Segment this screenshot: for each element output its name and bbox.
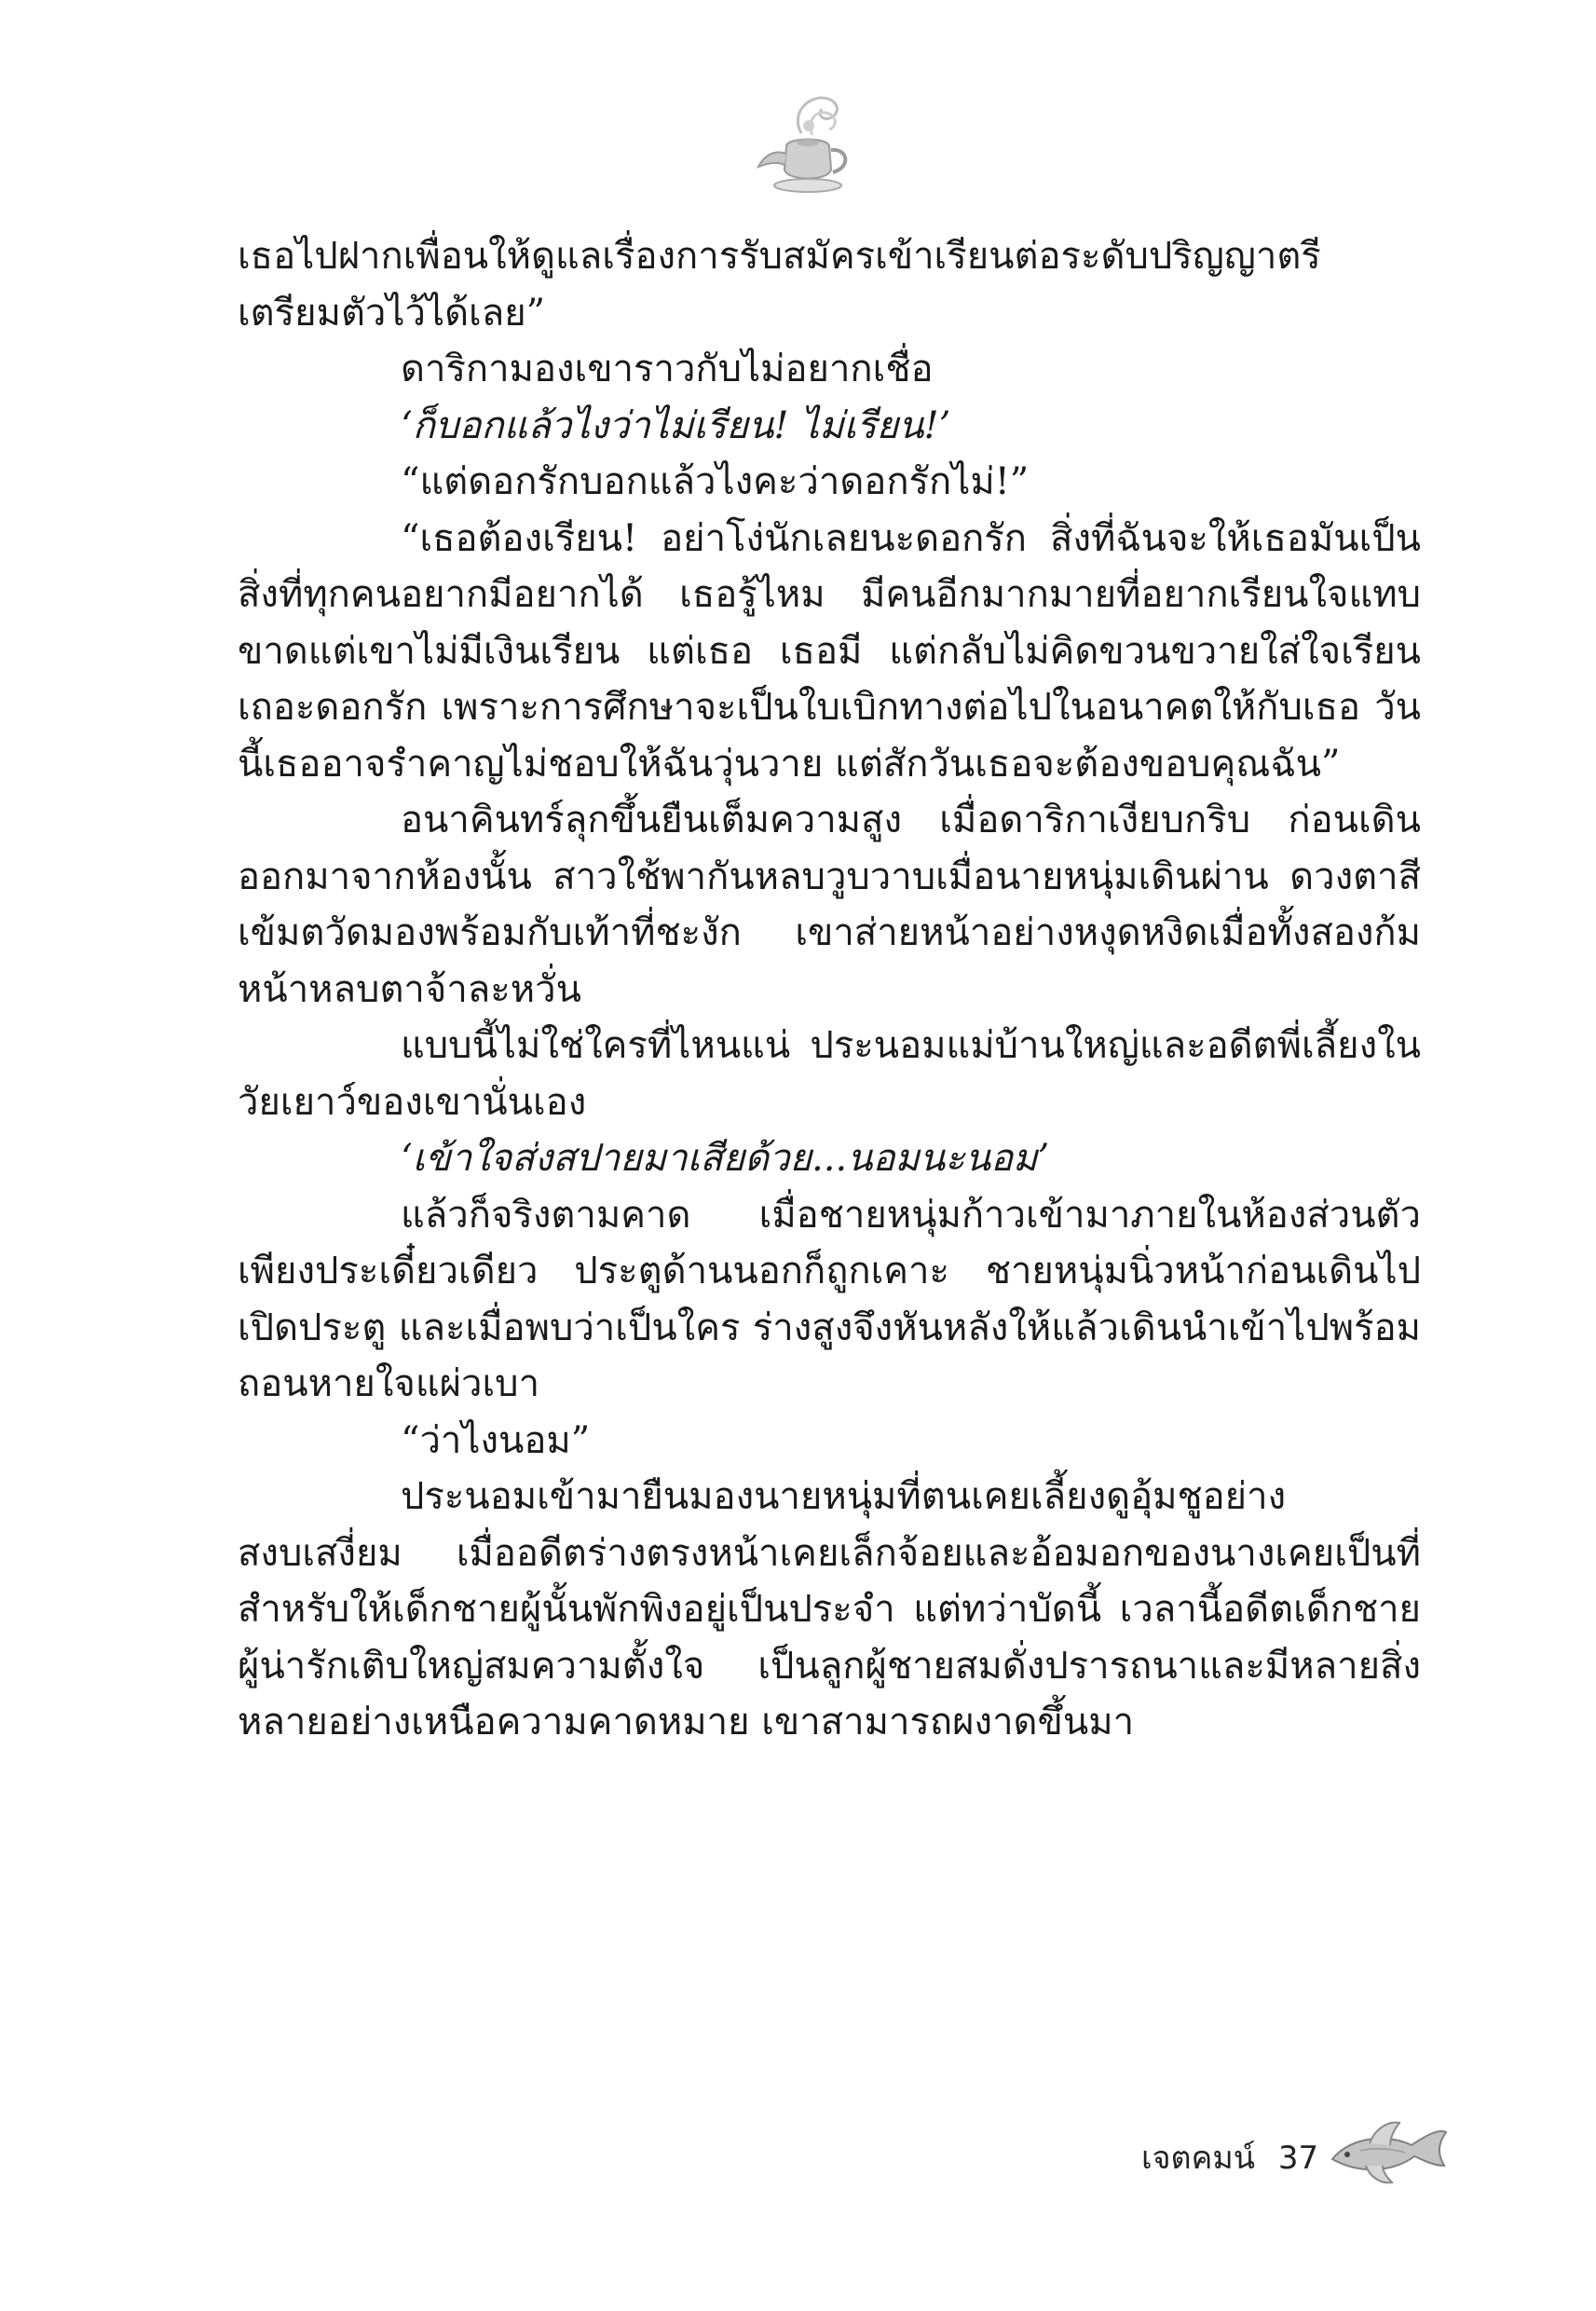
paragraph: ดาริกามองเขาราวกับไม่อยากเชื่อ	[401, 348, 934, 390]
paragraph: ประนอมเข้ามายืนมองนายหนุ่มที่ตนเคยเลี้ยงดูอุ้มชูอย่างสงบเสงี่ยม เมื่ออดีตร่างตรงหน้าเคยเล็กจ้อยและอ้อมอกของนางเคยเป็นที่สำหรับให้เด็กชายผู้นั้นพักพิงอยู่เป็นประจำ แต่ทว่าบัดนี้ เวลานี้อดีตเด็กชายผู้น่ารักเติบใหญ่สมความตั้งใจ เป็นลูกผู้ชายสมดั่งปรารถนาและมีหลายสิ่งหลายอย่างเหนือความคาดหมาย เขาสามารถผงาดขึ้นมา	[238, 1475, 1421, 1744]
paragraph: “เธอต้องเรียน! อย่าโง่นักเลยนะดอกรัก สิ่งที่ฉันจะให้เธอมันเป็นสิ่งที่ทุกคนอยากมีอยากได้ เธอรู้ไหม มีคนอีกมากมายที่อยากเรียนใจแทบขาดแต่เขาไม่มีเงินเรียน แต่เธอ เธอมี แต่กลับไม่คิดขวนขวายใส่ใจเรียนเถอะดอกรัก เพราะการศึกษาจะเป็นใบเบิกทางต่อไปในอนาคตให้กับเธอ วันนี้เธออาจรำคาญไม่ชอบให้ฉันวุ่นวาย แต่สักวันเธอจะต้องขอบคุณฉัน”	[238, 516, 1421, 786]
teapot-ornament-icon	[755, 89, 857, 200]
paragraph: “แต่ดอกรักบอกแล้วไงคะว่าดอกรักไม่!”	[401, 460, 1030, 503]
paragraph-thought: ‘เข้าใจส่งสปายมาเสียด้วย...นอมนะนอม’	[401, 1137, 1050, 1180]
paragraph: แบบนี้ไม่ใช่ใครที่ไหนแน่ ประนอมแม่บ้านใหญ่และอดีตพี่เลี้ยงในวัยเยาว์ของเขานั่นเอง	[238, 1024, 1421, 1124]
paragraph: เธอไปฝากเพื่อนให้ดูแลเรื่องการรับสมัครเข้าเรียนต่อระดับปริญญาตรี เตรียมตัวไว้ได้เลย”	[238, 235, 1321, 335]
paragraph: อนาคินทร์ลุกขึ้นยืนเต็มความสูง เมื่อดาริกาเงียบกริบ ก่อนเดินออกมาจากห้องนั้น สาวใช้พากันหลบวูบวาบเมื่อนายหนุ่มเดินผ่าน ดวงตาสีเข้มตวัดมองพร้อมกับเท้าที่ชะงัก เขาส่ายหน้าอย่างหงุดหงิดเมื่อทั้งสองก้มหน้าหลบตาจ้าละหวั่น	[238, 799, 1421, 1011]
body-text	[238, 228, 1421, 1751]
paragraph: “ว่าไงนอม”	[401, 1418, 591, 1462]
page-footer	[1141, 2132, 1318, 2182]
book-title: เจตคมน์	[1141, 2140, 1256, 2177]
paragraph-thought: ‘ก็บอกแล้วไงว่าไม่เรียน! ไม่เรียน!’	[401, 403, 951, 447]
page-number: 37	[1277, 2140, 1319, 2177]
paragraph: แล้วก็จริงตามคาด เมื่อชายหนุ่มก้าวเข้ามาภายในห้องส่วนตัวเพียงประเดี๋ยวเดียว ประตูด้านนอกก็ถูกเคาะ ชายหนุ่มนิ่วหน้าก่อนเดินไปเปิดประตู และเมื่อพบว่าเป็นใคร ร่างสูงจึงหันหลังให้แล้วเดินนำเข้าไปพร้อมถอนหายใจแผ่วเบา	[238, 1193, 1421, 1405]
fish-ornament-icon	[1323, 2108, 1453, 2192]
